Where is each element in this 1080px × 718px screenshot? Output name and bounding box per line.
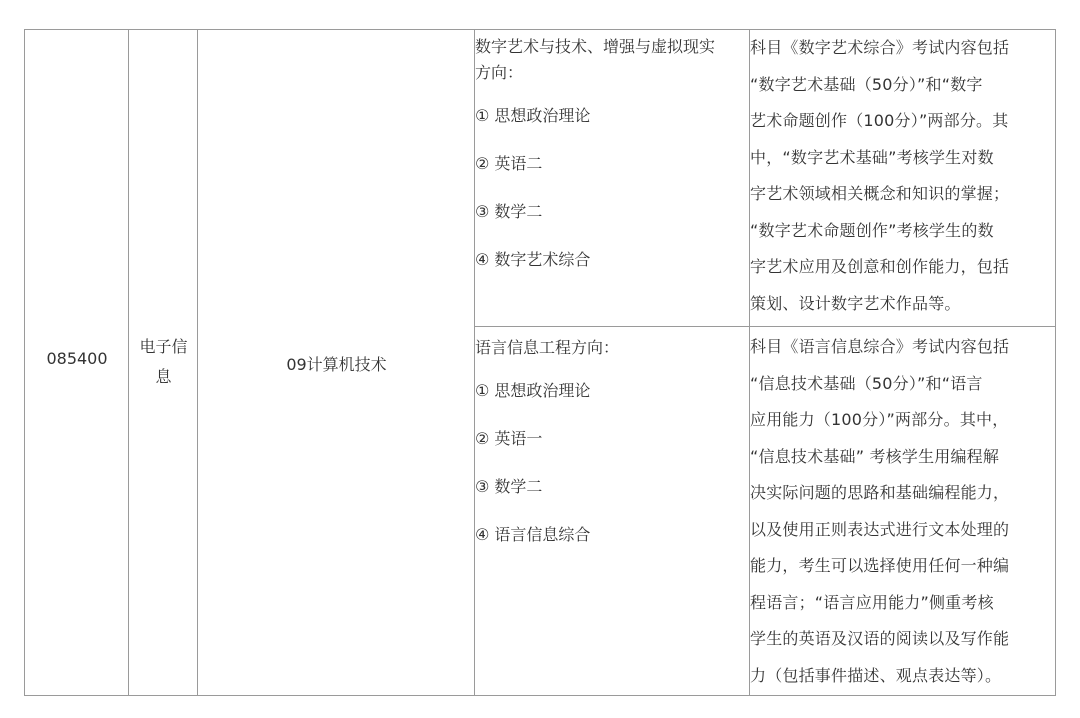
description-line: 策划、设计数字艺术作品等。 [750,293,961,313]
description-line: 字艺术领域相关概念和知识的掌握； [750,184,1010,203]
exam-subject-table [24,29,1056,696]
subject-item: ④ 数字艺术综合 [475,250,591,269]
description-line: “信息技术基础” 考核学生用编程解 [750,446,1000,466]
row-divider [474,326,1055,327]
description-line: 应用能力（100分）”两部分。其中， [750,410,1009,429]
direction-description-2 [750,333,1053,698]
subject-item: ③ 数学二 [475,477,543,496]
description-line: 学生的英语及汉语的阅读以及写作能 [750,629,1010,648]
direction-subjects-2 [475,335,750,559]
subject-item: ② 英语一 [475,429,543,448]
direction-subjects-1 [475,34,750,284]
direction-title: 语言信息工程方向： [475,338,620,357]
description-line: “数字艺术基础（50分）”和“数字 [750,74,983,94]
description-line: “数字艺术命题创作”考核学生的数 [750,220,994,240]
description-line: 科目《语言信息综合》考试内容包括 [750,337,1010,356]
description-line: 中，“数字艺术基础”考核学生对数 [750,147,994,167]
description-line: 能力，考生可以选择使用任何一种编 [750,556,1010,575]
subject-item: ③ 数学二 [475,202,543,221]
category-line: 息 [155,367,172,386]
category-line: 电子信 [139,337,188,356]
subject-item: ④ 语言信息综合 [475,525,591,544]
subject-item: ① 思想政治理论 [475,381,591,400]
direction-description-1 [750,34,1053,326]
program-code: 085400 [46,349,108,368]
subject-item: ① 思想政治理论 [475,106,591,125]
description-line: 程语言；“语言应用能力”侧重考核 [750,592,994,612]
category-cell [129,332,198,392]
description-line: 艺术命题创作（100分）”两部分。其 [750,111,1009,130]
description-line: 以及使用正则表达式进行文本处理的 [750,519,1010,539]
description-line: 科目《数字艺术综合》考试内容包括 [750,38,1010,57]
direction-title: 数字艺术与技术、增强与虚拟现实 [475,37,716,56]
major-name: 09计算机技术 [286,355,387,374]
description-line: “信息技术基础（50分）”和“语言 [750,373,983,393]
description-line: 字艺术应用及创意和创作能力，包括 [750,257,1010,276]
description-line: 力（包括事件描述、观点表达等）。 [750,665,1002,685]
direction-title: 方向： [475,63,524,82]
subject-item: ② 英语二 [475,154,543,173]
description-line: 决实际问题的思路和基础编程能力， [750,483,1010,502]
